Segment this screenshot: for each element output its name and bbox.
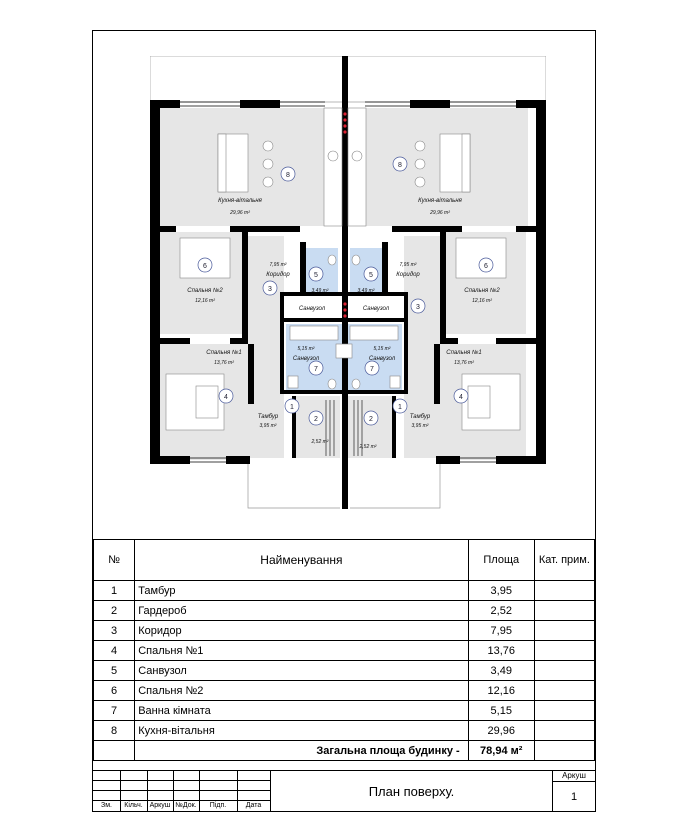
row-name: Кухня-вітальня [135, 721, 468, 741]
label-bath-left: Санвузол [292, 356, 320, 362]
area-bedroom1-right: 13,76 m² [454, 360, 474, 366]
stamp-hdr-kilch: Кільч. [124, 802, 143, 809]
header-area: Площа [468, 540, 534, 581]
label-bedroom2-right: Спальня №2 [464, 288, 500, 294]
wall-bottom-r1 [496, 456, 546, 464]
label-bedroom1-right: Спальня №1 [446, 350, 482, 356]
total-num-cell [94, 741, 135, 761]
area-tambur-right: 3,95 m² [411, 423, 429, 429]
marker-2-left: 2 [314, 416, 318, 423]
row-cat [534, 721, 594, 741]
row-name: Санвузол [135, 661, 468, 681]
area-kitchen-right: 29,96 m² [430, 210, 450, 216]
area-corridor-right: 7,95 m² [399, 262, 417, 268]
area-corridor-left: 7,95 m² [269, 262, 287, 268]
row-area: 3,95 [468, 581, 534, 601]
label-bedroom1-left: Спальня №1 [206, 350, 242, 356]
stamp-hdr-data: Дата [245, 802, 262, 809]
row-num: 7 [94, 701, 135, 721]
area-sanvuzol-left: 3,49 m² [311, 288, 329, 294]
row-cat [534, 701, 594, 721]
row-cat [534, 621, 594, 641]
table-row [94, 641, 595, 661]
marker-2-right: 2 [369, 416, 373, 423]
wall-bottom-r2 [436, 456, 460, 464]
area-garderob-right: 2,52 m² [359, 444, 377, 450]
stamp-hdr-pidp: Підп. [209, 802, 227, 809]
row-name: Коридор [135, 621, 468, 641]
row-name: Тамбур [135, 581, 468, 601]
stamp-hdr-zm: Зм. [101, 802, 112, 809]
marker-8-right: 8 [398, 162, 402, 169]
marker-3-left: 3 [268, 286, 272, 293]
label-tambur-right: Тамбур [409, 414, 431, 420]
table-row [94, 581, 595, 601]
table-header-row [94, 540, 595, 581]
area-bedroom1-left: 13,76 m² [214, 360, 234, 366]
wall-bottom-l1 [150, 456, 190, 464]
title-block [93, 770, 595, 812]
area-tambur-left: 3,95 m² [259, 423, 277, 429]
marker-4-left: 4 [224, 394, 228, 401]
table-row [94, 601, 595, 621]
table-row [94, 661, 595, 681]
row-num: 3 [94, 621, 135, 641]
row-area: 5,15 [468, 701, 534, 721]
wall-top-l2 [240, 100, 280, 108]
row-num: 5 [94, 661, 135, 681]
row-cat [534, 641, 594, 661]
wall-top-r2 [410, 100, 450, 108]
marker-5-right: 5 [369, 272, 373, 279]
marker-1-right: 1 [398, 404, 402, 411]
row-area: 7,95 [468, 621, 534, 641]
sheet-label: Аркуш [552, 770, 595, 782]
area-sanvuzol-right: 3,49 m² [357, 288, 375, 294]
label-corridor-left: Коридор [266, 272, 290, 278]
row-area: 2,52 [468, 601, 534, 621]
header-name: Найменування [135, 540, 468, 581]
label-bath-right: Санвузол [368, 356, 396, 362]
row-cat [534, 661, 594, 681]
marker-1-left: 1 [290, 404, 294, 411]
row-area: 3,49 [468, 661, 534, 681]
label-kitchen-right: Кухня-вітальня [418, 198, 462, 204]
party-wall [342, 56, 348, 509]
area-bath-right: 5,15 m² [373, 346, 391, 352]
row-cat [534, 581, 594, 601]
stamp-grid [93, 770, 270, 812]
total-label: Загальна площа будинку - [135, 741, 468, 761]
row-num: 8 [94, 721, 135, 741]
rooms-table [93, 539, 595, 761]
area-bath-left: 5,15 m² [297, 346, 315, 352]
row-num: 4 [94, 641, 135, 661]
row-num: 6 [94, 681, 135, 701]
table-row [94, 681, 595, 701]
row-cat [534, 681, 594, 701]
marker-8-left: 8 [286, 172, 290, 179]
label-bedroom2-left: Спальня №2 [187, 288, 223, 294]
area-garderob-left: 2,52 m² [311, 439, 329, 445]
stamp-hdr-arkush: Аркуш [149, 802, 171, 809]
total-value: 78,94 м² [468, 741, 534, 761]
table-row [94, 701, 595, 721]
sheet-number: 1 [552, 782, 595, 812]
row-name: Ванна кімната [135, 701, 468, 721]
wall-left [150, 100, 160, 464]
label-sanvuzol-right: Санвузол [362, 306, 390, 312]
area-kitchen-left: 29,96 m² [230, 210, 250, 216]
table-total-row [94, 741, 595, 761]
table-row [94, 621, 595, 641]
marker-6-right: 6 [484, 263, 488, 270]
row-name: Спальня №1 [135, 641, 468, 661]
marker-7-left: 7 [314, 366, 318, 373]
row-num: 1 [94, 581, 135, 601]
marker-3-right: 3 [416, 304, 420, 311]
label-tambur-left: Тамбур [257, 414, 279, 420]
row-cat [534, 601, 594, 621]
row-area: 12,16 [468, 681, 534, 701]
wall-right [536, 100, 546, 464]
stamp-hdr-ndok: №Док. [175, 802, 197, 809]
drawing-title: План поверху. [270, 770, 552, 812]
marker-5-left: 5 [314, 272, 318, 279]
garderob-left-fill [296, 396, 340, 458]
total-cat-cell [534, 741, 594, 761]
floor-plan [150, 56, 546, 509]
header-cat: Кат. прим. [534, 540, 594, 581]
floor-plan-svg [150, 56, 546, 509]
label-kitchen-left: Кухня-вітальня [218, 198, 262, 204]
label-sanvuzol-left: Санвузол [298, 306, 326, 312]
wall-top-r1 [516, 100, 546, 108]
area-bedroom2-left: 12,16 m² [195, 298, 215, 304]
table-row [94, 721, 595, 741]
row-area: 13,76 [468, 641, 534, 661]
row-area: 29,96 [468, 721, 534, 741]
row-name: Спальня №2 [135, 681, 468, 701]
area-bedroom2-right: 12,16 m² [472, 298, 492, 304]
wall-top-l1 [150, 100, 180, 108]
wall-bottom-l2 [226, 456, 250, 464]
header-num: № [94, 540, 135, 581]
label-corridor-right: Коридор [396, 272, 420, 278]
marker-4-right: 4 [459, 394, 463, 401]
row-num: 2 [94, 601, 135, 621]
marker-7-right: 7 [370, 366, 374, 373]
marker-6-left: 6 [203, 263, 207, 270]
row-name: Гардероб [135, 601, 468, 621]
